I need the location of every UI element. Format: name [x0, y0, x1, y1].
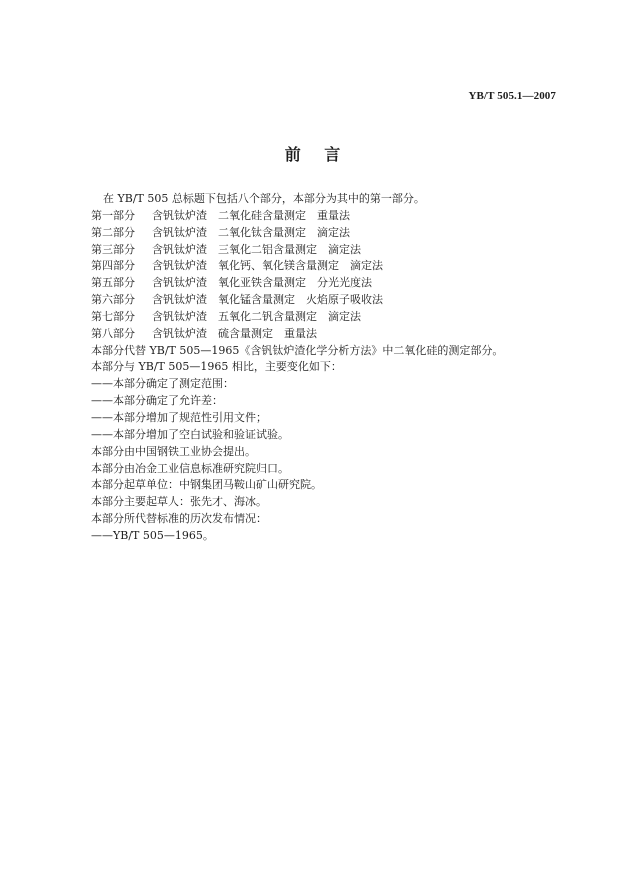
part-analyte: 二氧化硅含量测定 [218, 208, 306, 222]
part-material: 含钒钛炉渣 [152, 276, 207, 290]
standard-code: YB/T 505.1—2007 [468, 90, 556, 102]
part-analyte: 五氧化二钒含量测定 [218, 309, 317, 323]
part-number: 第二部分 [91, 225, 135, 239]
part-material: 含钒钛炉渣 [152, 293, 207, 307]
part-material: 含钒钛炉渣 [152, 225, 207, 239]
change-item: ——本部分确定了测定范围： [91, 377, 234, 391]
part-number: 第六部分 [91, 293, 135, 307]
part-line [91, 275, 591, 292]
change-item: ——本部分增加了规范性引用文件； [91, 410, 267, 424]
part-method: 滴定法 [328, 242, 361, 256]
part-analyte: 硫含量测定 [218, 326, 273, 340]
part-material: 含钒钛炉渣 [152, 242, 207, 256]
part-line [91, 208, 591, 225]
part-line [91, 242, 591, 259]
part-line [91, 292, 591, 309]
foreword-body [91, 191, 591, 545]
history-intro: 本部分所代替标准的历次发布情况： [91, 512, 267, 526]
part-method: 分光光度法 [317, 276, 372, 290]
part-analyte: 氧化钙、氧化镁含量测定 [218, 259, 339, 273]
part-material: 含钒钛炉渣 [152, 208, 207, 222]
intro-paragraph: 在 YB/T 505 总标题下包括八个部分，本部分为其中的第一部分。 [103, 192, 425, 205]
part-number: 第五部分 [91, 276, 135, 290]
part-method: 重量法 [317, 208, 350, 222]
page-title: 前 言 [284, 145, 341, 164]
part-material: 含钒钛炉渣 [152, 259, 207, 273]
part-number: 第一部分 [91, 208, 135, 222]
part-number: 第四部分 [91, 259, 135, 273]
part-method: 滴定法 [317, 225, 350, 239]
history-item: ——YB/T 505—1965。 [91, 528, 214, 542]
part-material: 含钒钛炉渣 [152, 326, 207, 340]
part-number: 第八部分 [91, 326, 135, 340]
change-item: ——本部分确定了允许差： [91, 394, 223, 408]
part-number: 第三部分 [91, 242, 135, 256]
part-material: 含钒钛炉渣 [152, 309, 207, 323]
part-method: 重量法 [284, 326, 317, 340]
change-item: ——本部分增加了空白试验和验证试验。 [91, 427, 289, 441]
drafting-unit-paragraph: 本部分起草单位：中钢集团马鞍山矿山研究院。 [91, 478, 322, 492]
part-analyte: 二氧化钛含量测定 [218, 225, 306, 239]
changes-intro: 本部分与 YB/T 505—1965 相比，主要变化如下： [91, 360, 342, 374]
proposer-paragraph: 本部分由中国钢铁工业协会提出。 [91, 444, 256, 458]
part-number: 第七部分 [91, 309, 135, 323]
part-analyte: 三氧化二铝含量测定 [218, 242, 317, 256]
part-line [91, 326, 591, 343]
administrator-paragraph: 本部分由冶金工业信息标准研究院归口。 [91, 461, 289, 475]
part-method: 滴定法 [350, 259, 383, 273]
part-line [91, 309, 591, 326]
part-line [91, 225, 591, 242]
part-method: 滴定法 [328, 309, 361, 323]
part-method: 火焰原子吸收法 [306, 293, 383, 307]
replaces-paragraph: 本部分代替 YB/T 505—1965《含钒钛炉渣化学分析方法》中二氧化硅的测定部分。 [91, 343, 504, 357]
part-analyte: 氧化亚铁含量测定 [218, 276, 306, 290]
part-analyte: 氧化锰含量测定 [218, 293, 295, 307]
drafters-paragraph: 本部分主要起草人：张先才、海冰。 [91, 495, 267, 509]
part-line [91, 258, 591, 275]
